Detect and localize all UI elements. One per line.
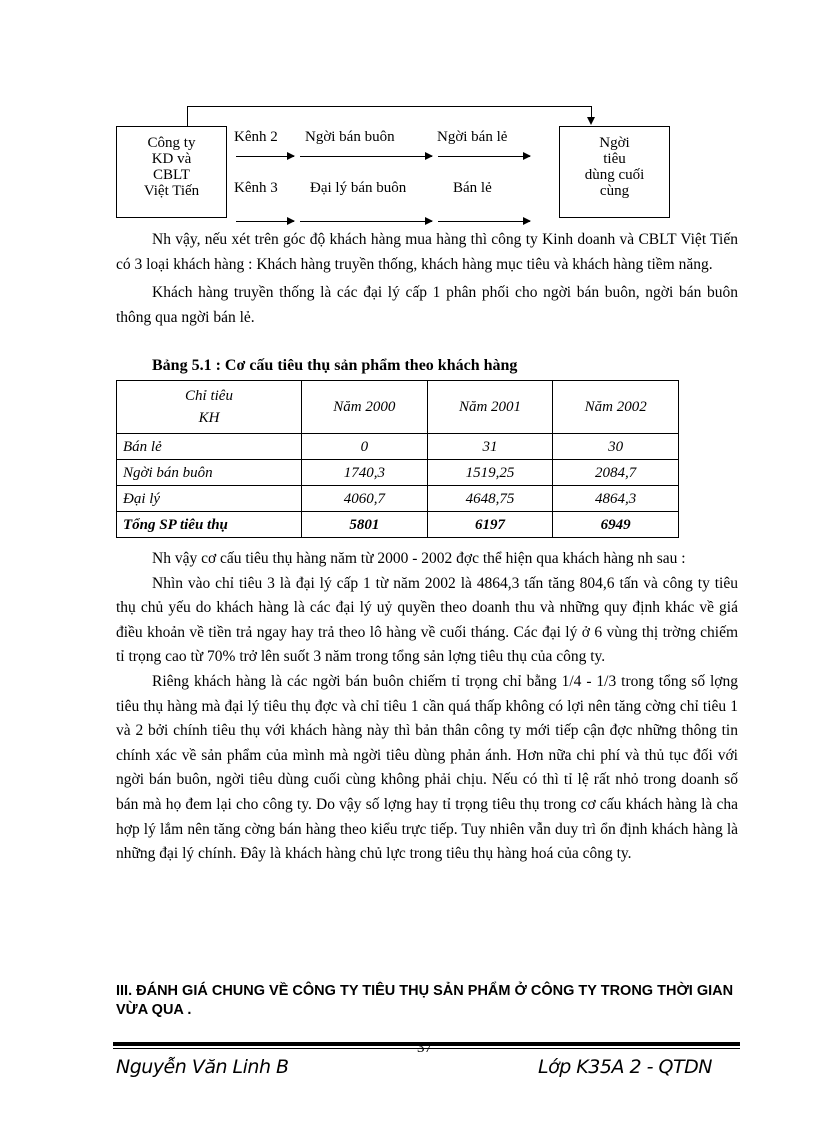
channel2-arrow	[300, 156, 432, 157]
channel2-step2: Ngời bán lẻ	[437, 129, 508, 145]
connector-up	[187, 106, 188, 126]
company-box	[116, 126, 227, 218]
arrow-down-icon	[587, 117, 595, 125]
row-label: Đại lý	[117, 486, 302, 512]
table-row	[117, 486, 679, 512]
cell: 6949	[553, 512, 679, 538]
paragraph: Nhìn vào chỉ tiêu 3 là đại lý cấp 1 từ năm 2002 là 4864,3 tấn tăng 804,6 tấn và công ty tiêu thụ chủ yếu do khách hàng là các đại lý uỷ quyền theo doanh thu và những quy định khác về giá điều khoản về tiền trả ngay hay trả theo lô hàng về cuối tháng. Các đại lý ở 6 vùng thị trờng chiếm tỉ trọng cao từ 70% trở lên suốt 3 năm trong tổng sản lợng tiêu thụ của công ty.	[116, 574, 738, 666]
channel2-arrow	[236, 156, 294, 157]
channel2-label: Kênh 2	[234, 129, 278, 145]
cell: 2084,7	[553, 460, 679, 486]
table-row	[117, 460, 679, 486]
row-label: Bán lẻ	[117, 434, 302, 460]
cell: 31	[427, 434, 553, 460]
paragraph: Riêng khách hàng là các ngời bán buôn chiếm tỉ trọng chỉ bằng 1/4 - 1/3 trong tổng số lợng tiêu thụ hàng mà đại lý tiêu thụ đợc và chỉ tiêu 1 cần quá thấp không có lợi nên tăng cờng chỉ tiêu 1 và 2 bởi chính tiêu thụ với khách hàng này thì bản thân công ty mới tiếp cận đợc những thông tin chính xác về sản phẩm của mình mà ngời tiêu dùng phản ánh. Hơn nữa chi phí và thủ tục đối với ngời bán buôn, ngời tiêu dùng cuối cùng không phải chịu. Nếu có thì tỉ lệ rất nhỏ trong doanh số bán mà họ đem lại cho công ty. Do vậy số lợng hay tỉ trọng tiêu thụ trong cơ cấu khách hàng là cha hợp lý lắm nên tăng cờng bán hàng theo kiểu trực tiếp. Tuy nhiên vẫn duy trì ổn định khách hàng là những đại lý chính. Đây là khách hàng chủ lực trong tiêu thụ hàng hoá của công ty.	[116, 672, 738, 863]
consumer-line: Ngời	[599, 135, 630, 151]
row-label: Ngời bán buôn	[117, 460, 302, 486]
connector-top	[187, 106, 591, 107]
consumption-table	[116, 380, 679, 538]
page-number: 37	[417, 1040, 432, 1056]
year-header: Năm 2000	[302, 381, 428, 434]
table-total-row	[117, 512, 679, 538]
channel3-arrow	[300, 221, 432, 222]
header-top: Chỉ tiêu	[185, 388, 233, 404]
footer-class: Lớp K35A 2 - QTDN	[538, 1056, 712, 1078]
cell: 0	[302, 434, 428, 460]
cell: 1519,25	[427, 460, 553, 486]
channel3-arrow	[236, 221, 294, 222]
table-header-row	[117, 381, 679, 434]
cell: 1740,3	[302, 460, 428, 486]
channel3-step2: Bán lẻ	[453, 180, 492, 196]
channel3-arrow	[438, 221, 530, 222]
paragraph: Khách hàng truyền thống là các đại lý cấp 1 phân phối cho ngời bán buôn, ngời bán buôn thông qua ngời bán lẻ.	[116, 284, 738, 326]
consumer-box	[559, 126, 670, 218]
consumer-line: cùng	[599, 183, 630, 199]
cell: 4864,3	[553, 486, 679, 512]
paragraph: Nh vậy, nếu xét trên góc độ khách hàng mua hàng thì công ty Kinh doanh và CBLT Việt Tiến có 3 loại khách hàng : Khách hàng truyền thống, khách hàng mục tiêu và khách hàng tiềm năng.	[116, 231, 738, 273]
company-line: CBLT	[153, 167, 190, 183]
cell: 6197	[427, 512, 553, 538]
row-label: Tổng SP tiêu thụ	[117, 512, 302, 538]
table-caption: Bảng 5.1 : Cơ cấu tiêu thụ sản phẩm theo khách hàng	[152, 357, 518, 374]
header-bottom: KH	[198, 410, 220, 426]
channel3-label: Kênh 3	[234, 180, 278, 196]
analysis-text	[116, 547, 738, 867]
table-row	[117, 434, 679, 460]
year-header: Năm 2002	[553, 381, 679, 434]
section-heading: III. ĐÁNH GIÁ CHUNG VỀ CÔNG TY TIÊU THỤ SẢN PHẨM Ở CÔNG TY TRONG THỜI GIAN VỪA QUA .	[116, 983, 734, 1018]
cell: 5801	[302, 512, 428, 538]
channel3-step1: Đại lý bán buôn	[310, 180, 407, 196]
paragraph: Nh vậy cơ cấu tiêu thụ hàng năm từ 2000 - 2002 đợc thể hiện qua khách hàng nh sau :	[152, 550, 686, 567]
company-line: Công ty	[147, 135, 196, 151]
channel2-arrow	[438, 156, 530, 157]
company-line: Việt Tiến	[143, 183, 200, 199]
footer-author: Nguyễn Văn Linh B	[116, 1056, 289, 1078]
company-line: KD và	[151, 151, 192, 167]
channel2-step1: Ngời bán buôn	[305, 129, 395, 145]
cell: 30	[553, 434, 679, 460]
year-header: Năm 2001	[427, 381, 553, 434]
cell: 4060,7	[302, 486, 428, 512]
consumer-line: tiêu	[603, 151, 626, 167]
header-cell	[117, 381, 302, 434]
cell: 4648,75	[427, 486, 553, 512]
intro-text	[116, 228, 738, 330]
consumer-line: dùng cuối	[584, 167, 645, 183]
